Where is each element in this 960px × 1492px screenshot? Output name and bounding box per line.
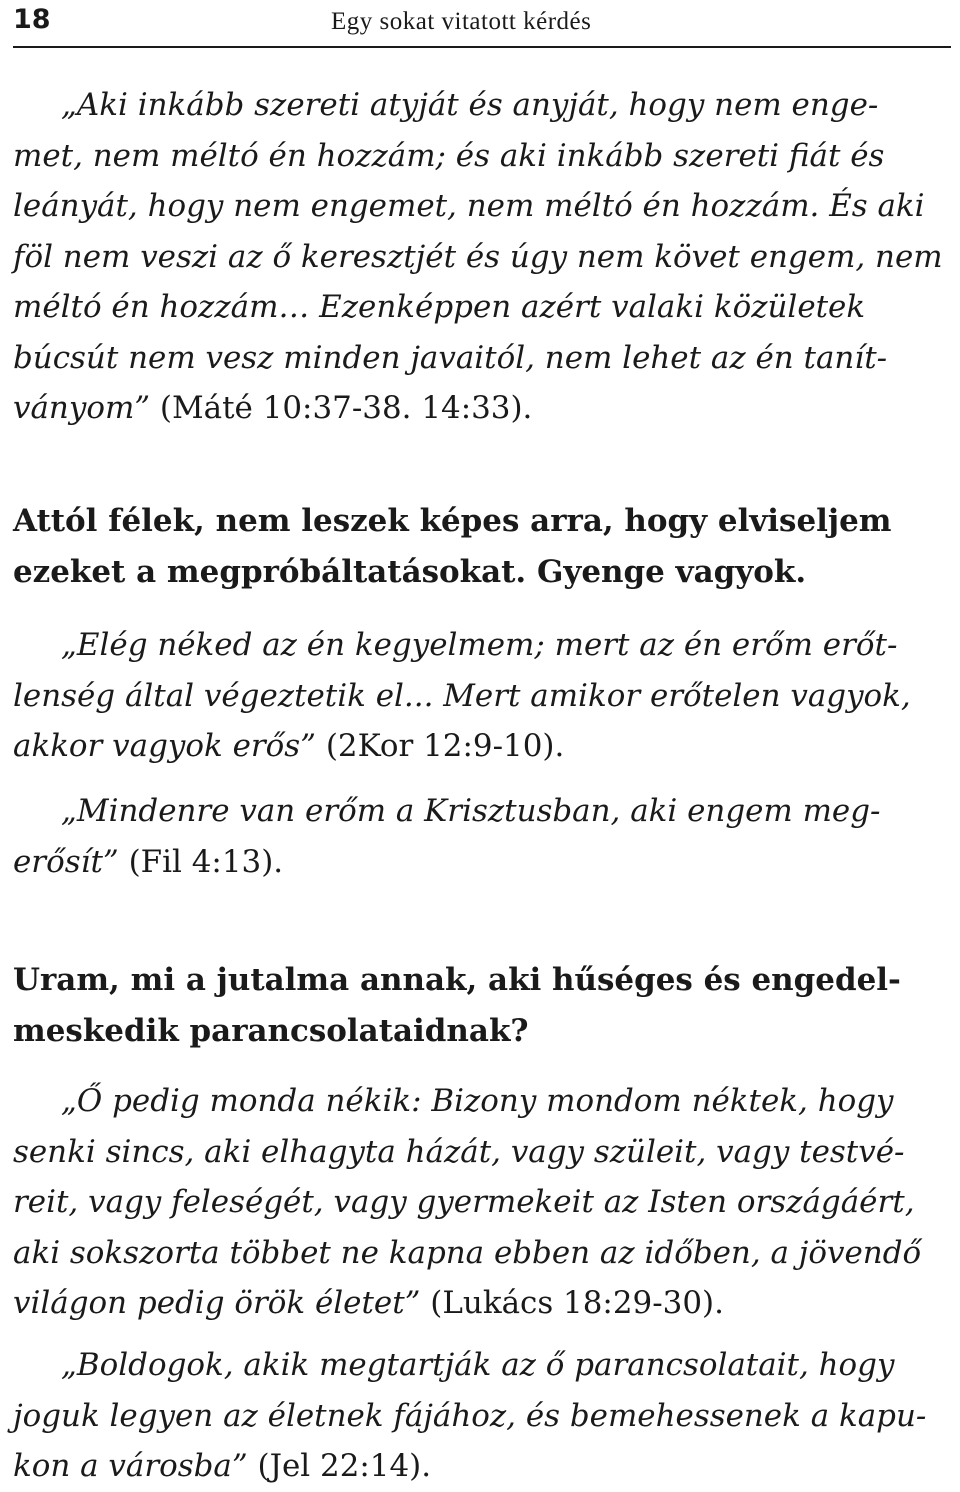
quote-line: föl nem veszi az ő keresztjét és úgy nem követ engem, nem bbox=[13, 238, 943, 275]
quote-line: joguk legyen az életnek fájához, és bemehessenek a kapu- bbox=[13, 1397, 927, 1434]
bible-reference: (2Kor 12:9-10). bbox=[316, 728, 565, 764]
bible-reference: (Fil 4:13). bbox=[118, 843, 284, 880]
quote-last-line bbox=[13, 1441, 949, 1492]
quote-line: „Mindenre van erőm a Krisztusban, aki engem meg- bbox=[60, 793, 881, 829]
quote-line: senki sincs, aki elhagyta házát, vagy szüleit, vagy testvé- bbox=[13, 1133, 905, 1170]
question-heading bbox=[13, 955, 951, 1056]
quote-line: leányát, hogy nem engemet, nem méltó én hozzám. És aki bbox=[13, 188, 925, 224]
bible-reference: (Jel 22:14). bbox=[247, 1448, 432, 1484]
quote-last-line bbox=[13, 383, 949, 434]
quote-last-line bbox=[13, 837, 949, 888]
question-heading bbox=[13, 496, 951, 597]
quote-line: met, nem méltó én hozzám; és aki inkább szereti fiát és bbox=[13, 137, 885, 174]
scripture-quote bbox=[13, 1340, 951, 1492]
bible-reference: (Máté 10:37-38. 14:33). bbox=[150, 390, 533, 426]
quote-text-end: akkor vagyok erős” bbox=[13, 728, 317, 764]
quote-line: reit, vagy feleségét, vagy gyermekeit az Isten országáért, bbox=[13, 1184, 915, 1220]
page-header bbox=[13, 0, 951, 48]
question-line: Uram, mi a jutalma annak, aki hűséges és engedel- bbox=[13, 962, 901, 998]
quote-text-end: erősít” bbox=[13, 843, 119, 880]
page-number: 18 bbox=[13, 4, 51, 35]
scripture-quote bbox=[13, 786, 951, 887]
scripture-quote bbox=[13, 620, 951, 772]
quote-line: „Elég néked az én kegyelmem; mert az én erőm erőt- bbox=[60, 627, 898, 663]
question-line: meskedik parancsolataidnak? bbox=[13, 1012, 529, 1049]
question-line: Attól félek, nem leszek képes arra, hogy elviseljem bbox=[13, 503, 892, 539]
book-page bbox=[13, 0, 951, 1491]
quote-line: „Aki inkább szereti atyját és anyját, hogy nem enge- bbox=[60, 87, 879, 123]
running-title: Egy sokat vitatott kérdés bbox=[331, 8, 592, 35]
quote-line: „Ő pedig monda nékik: Bizony mondom néktek, hogy bbox=[60, 1083, 894, 1119]
quote-line: „Boldogok, akik megtartják az ő parancsolatait, hogy bbox=[60, 1347, 895, 1383]
quote-text-end: világon pedig örök életet” bbox=[13, 1285, 421, 1321]
quote-line: búcsút nem vesz minden javaitól, nem lehet az én tanít- bbox=[13, 339, 888, 376]
scripture-quote bbox=[13, 1076, 951, 1329]
quote-last-line bbox=[13, 721, 949, 772]
question-line: ezeket a megpróbáltatásokat. Gyenge vagyok. bbox=[13, 553, 807, 590]
quote-text-end: kon a városba” bbox=[13, 1448, 248, 1484]
quote-line: lenség által végeztetik el... Mert amikor erőtelen vagyok, bbox=[13, 677, 911, 714]
bible-reference: (Lukács 18:29-30). bbox=[420, 1285, 724, 1321]
scripture-quote bbox=[13, 80, 951, 434]
quote-line: méltó én hozzám… Ezenképpen azért valaki közületek bbox=[13, 289, 866, 325]
quote-line: aki sokszorta többet ne kapna ebben az időben, a jövendő bbox=[13, 1234, 922, 1271]
quote-text-end: ványom” bbox=[13, 390, 151, 426]
quote-last-line bbox=[13, 1278, 949, 1329]
